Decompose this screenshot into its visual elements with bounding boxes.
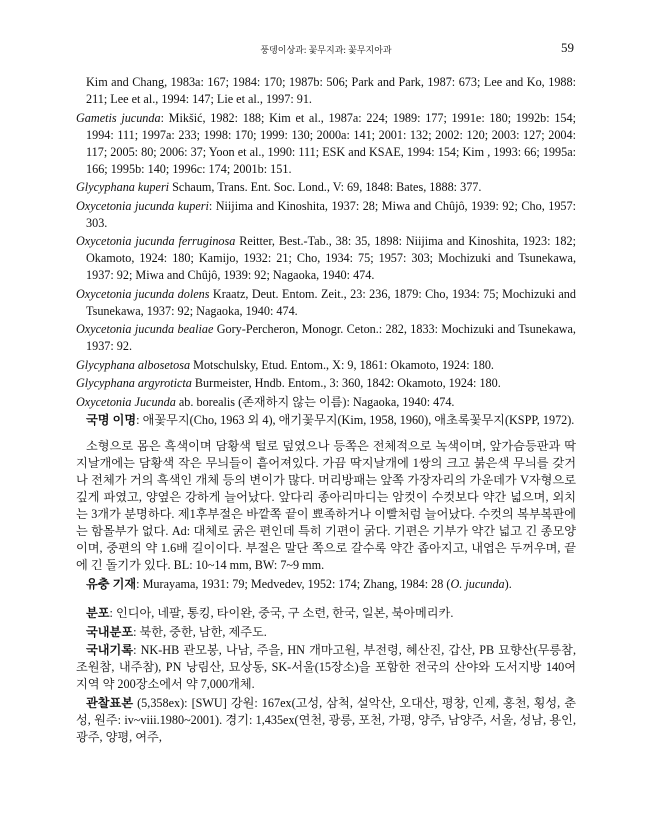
page-header	[0, 40, 652, 60]
domestic-distribution-text: : 북한, 중한, 남한, 제주도.	[133, 624, 267, 639]
examined-specimens-text: : [SWU] 강원: 167ex(고성, 삼척, 설악산, 오대산, 평창, 인제, 홍천, 횡성, 춘성, 원주: iv~viii.1980~2001). 경기: 1,435ex(연천, 광릉, 포천, 가평, 양주, 남양주, 서울, 성남, 용인, 광주, 양평, 여주,	[76, 695, 576, 744]
examined-specimens-section	[76, 695, 576, 746]
page-number: 59	[561, 40, 574, 55]
distribution-label: 분포	[86, 606, 110, 620]
larva-species-name: O. jucunda	[450, 576, 505, 591]
synonym-entry	[76, 286, 576, 320]
synonym-name: Oxycetonia jucunda dolens	[76, 286, 210, 301]
synonym-entry	[76, 198, 576, 232]
synonym-name: Glycyphana albosetosa	[76, 357, 191, 372]
domestic-records-label: 국내기록	[86, 643, 134, 657]
synonym-references: : Mikšić, 1982: 188; Kim et al., 1987a: 224; 1989: 177; 1991e: 180; 1992b: 154; 1994: 111; 1997a: 233; 1998: 170; 1999: 130; 2000a: 141; 2001: 132; 2002: 120; 2003: 127; 2004: 117; 2005: 80; 2006: 37; Yoon et al., 1990: 111; ESK and KSAE, 1994: 154; Kim , 1993: 66; 1995a: 166; 1995b: 140; 1996c: 174; 2001b: 151.	[86, 110, 577, 176]
synonym-references: Kim and Chang, 1983a: 167; 1984: 170; 1987b: 506; Park and Park, 1987: 673; Lee and Ko, 1988: 211; Lee et al., 1994: 147; Lie et al., 1997: 91.	[86, 75, 576, 106]
synonym-entry	[76, 394, 576, 411]
synonym-name: Glycyphana argyroticta	[76, 376, 192, 390]
synonym-name: Oxycetonia jucunda bealiae	[76, 322, 214, 336]
running-title: 풍뎅이상과: 꽃무지과: 꽃무지아과	[260, 45, 392, 55]
synonym-list	[76, 74, 576, 411]
larva-description-section	[76, 576, 576, 593]
domestic-distribution-label: 국내분포	[86, 624, 134, 639]
domestic-distribution-section	[76, 624, 576, 641]
synonym-references: Kraatz, Deut. Entom. Zeit., 23: 236, 1879: Cho, 1934: 75; Mochizuki and Tsunekawa, 1937: 92; Nagaoka, 1940: 474.	[86, 286, 576, 318]
synonym-name: Gametis jucunda	[76, 110, 161, 125]
examined-specimens-count: (5,358ex)	[133, 695, 185, 710]
synonym-entry	[76, 357, 576, 374]
larva-references-text: : Murayama, 1931: 79; Medvedev, 1952: 174; Zhang, 1984: 28 (	[136, 576, 451, 591]
synonym-references: Schaum, Trans. Ent. Soc. Lond., V: 69, 1848: Bates, 1888: 377.	[169, 180, 482, 194]
synonym-entry	[76, 74, 576, 108]
distribution-section	[76, 605, 576, 622]
larva-references-end: ).	[504, 576, 512, 591]
species-description: 소형으로 몸은 흑색이며 담황색 털로 덮였으나 등쪽은 전체적으로 녹색이며, 앞가슴등판과 딱지날개에는 담황색 작은 무늬들이 흩어져있다. 가끔 딱지날개에 1쌍의 크고 붉은색 무늬를 갖거나 전체가 거의 흑색인 개체 등의 변이가 많다. 머리방패는 앞쪽 가장자리의 가운데가 V자형으로 깊게 파였고, 양옆은 강하게 늘어났다. 앞다리 종아리마디는 암컷이 수컷보다 약간 넓으며, 외치는 3개가 분명하다. 제1후부절은 바깥쪽 끝이 뾰족하거나 이빨처럼 늘어났다. 수컷의 복부복판에는 함몰부가 없다. Ad: 대체로 굵은 편인데 특히 기편이 굵다. 기편은 기부가 약간 넓고 긴 종모양이며, 중편의 약 1.6배 길이이다. 부절은 말단 쪽으로 갈수록 약간 좁아지고, 내엽은 두꺼우며, 끝에 긴 돌기가 있다. BL: 10~14 mm, BW: 7~9 mm.	[76, 439, 576, 572]
synonym-name: Glycyphana kuperi	[76, 180, 170, 194]
korean-names-text: : 애꽃무지(Cho, 1963 외 4), 애기꽃무지(Kim, 1958, 1960), 애초록꽃무지(KSPP, 1972).	[136, 413, 575, 427]
synonym-entry	[76, 233, 576, 284]
larva-description-label: 유충 기재	[86, 576, 137, 591]
synonym-name: Oxycetonia Jucunda	[76, 394, 176, 409]
examined-specimens-label: 관찰표본	[86, 695, 134, 710]
synonym-references: : Niijima and Kinoshita, 1937: 28; Miwa and Chûjô, 1939: 92; Cho, 1957: 303.	[86, 198, 576, 230]
korean-names-section	[76, 412, 576, 429]
synonym-references: Gory-Percheron, Monogr. Ceton.: 282, 1833: Mochizuki and Tsunekawa, 1937: 92.	[86, 322, 576, 353]
synonym-entry	[76, 179, 576, 196]
synonym-references: Burmeister, Hndb. Entom., 3: 360, 1842: Okamoto, 1924: 180.	[191, 376, 501, 390]
synonym-name: Oxycetonia jucunda ferruginosa	[76, 234, 236, 248]
synonym-references: Motschulsky, Etud. Entom., X: 9, 1861: Okamoto, 1924: 180.	[190, 357, 494, 372]
domestic-records-text: : NK-HB 관모봉, 나남, 주을, HN 개마고원, 부전령, 혜산진, 갑산, PB 묘향산(무릉참, 조원참, 내주참), PN 낭림산, 묘상동, SK-서울(15장소)을 포함한 전국의 산야와 도서지방 140여 지역 약 200장소에서 약 7,000개체.	[76, 643, 577, 691]
synonym-entry	[76, 375, 576, 392]
synonym-entry	[76, 321, 576, 355]
page-body	[76, 74, 576, 747]
synonym-entry	[76, 110, 576, 178]
synonym-references: ab. borealis (존재하지 않는 이름): Nagaoka, 1940: 474.	[175, 394, 455, 409]
domestic-records-section	[76, 642, 576, 693]
korean-names-label: 국명 이명	[86, 413, 137, 427]
distribution-text: : 인디아, 네팔, 통킹, 타이완, 중국, 구 소련, 한국, 일본, 북아메리카.	[109, 606, 454, 620]
synonym-references: Reitter, Best.-Tab., 38: 35, 1898: Niijima and Kinoshita, 1923: 182; Okamoto, 1924: 180; Kamijo, 1932: 21; Cho, 1934: 75; 1957: 303; Mochizuki and Tsunekawa, 1937: 92; Miwa and Chûjô, 1939: 92; Nagaoka, 1940: 474.	[86, 234, 576, 282]
synonym-name: Oxycetonia jucunda kuperi	[76, 198, 209, 213]
